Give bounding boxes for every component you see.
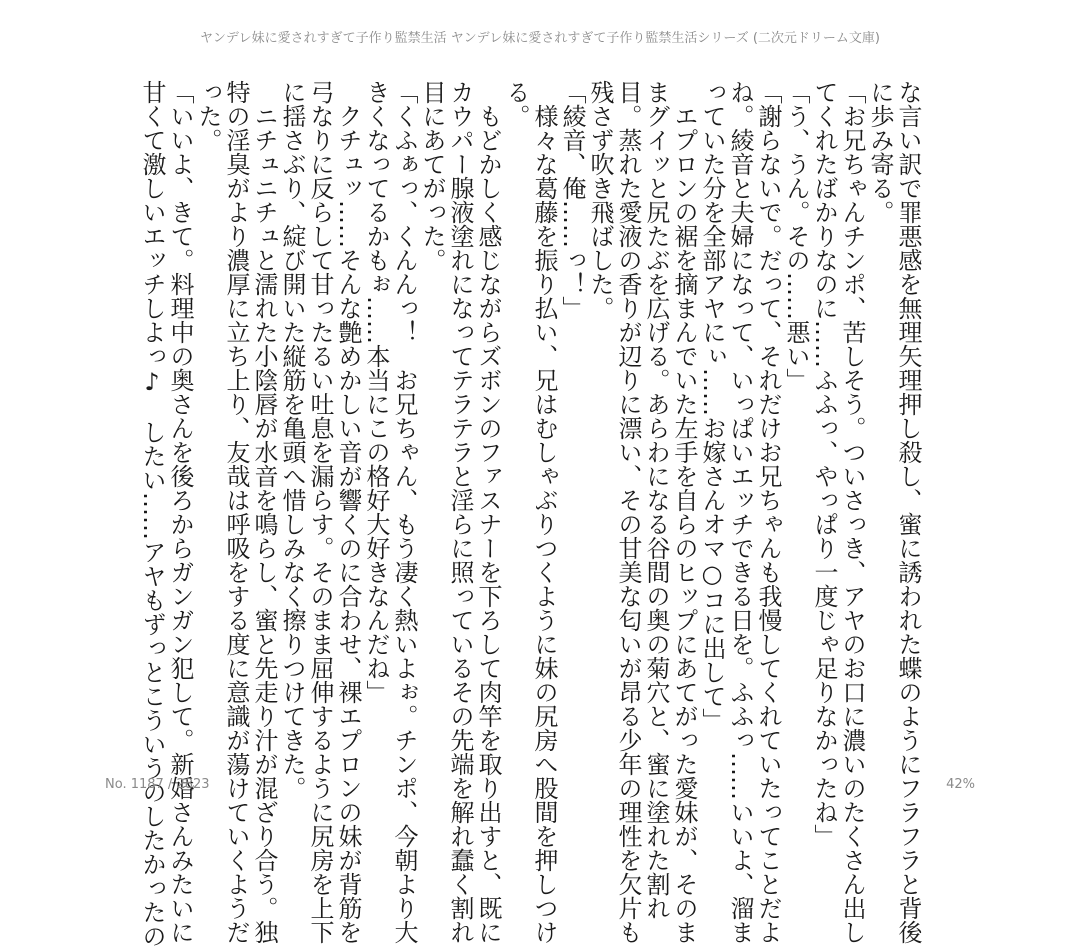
text-column: に揺さぶり、綻び開いた縦筋を亀頭へ惜しみなく擦りつけてきた。 xyxy=(278,80,306,800)
text-column: っていた分を全部アヤにぃ……お嫁さんオマ○コに出して」 xyxy=(698,80,726,732)
text-column: てくれたばかりなのに……ふふっ、やっぱり一度じゃ足りなかったね」 xyxy=(810,80,838,848)
text-column: ニチュニチュと濡れた小陰唇が水音を鳴らし、蜜と先走り汁が混ざり合う。独 xyxy=(250,80,278,944)
reading-progress-percent: 42% xyxy=(946,777,975,792)
text-column: 「くふぁっ、くんんっ！ お兄ちゃん、もう凄く熱いよぉ。チンポ、今朝より大 xyxy=(390,80,418,944)
text-column: 残さず吹き飛ばした。 xyxy=(586,80,614,320)
text-column: エプロンの裾を摘まんでいた左手を自らのヒップにあてがった愛妹が、そのま xyxy=(670,80,698,944)
location-indicator: No. 1187 / 2823 xyxy=(105,777,210,792)
text-column: カウパー腺液塗れになってテラテラと淫らに照っているその先端を解れ蠢く割れ xyxy=(446,80,474,944)
text-column: まグイッと尻たぶを広げる。あらわになる谷間の奥の菊穴と、蜜に塗れた割れ xyxy=(642,80,670,920)
text-column: 様々な葛藤を振り払い、兄はむしゃぶりつくように妹の尻房へ股間を押しつけ xyxy=(530,80,558,944)
text-column: った。 xyxy=(194,80,222,152)
text-column: 甘くて激しいエッチしよっ♪ したい……アヤもずっとこういうのしたかったの xyxy=(138,80,166,948)
text-column: 弓なりに反らして甘ったるい吐息を漏らす。そのまま屈伸するように尻房を上下 xyxy=(306,80,334,944)
text-column: 「綾音、俺……っ！」 xyxy=(558,80,586,320)
text-column: る。 xyxy=(502,80,530,128)
text-column: 特の淫臭がより濃厚に立ち上り、友哉は呼吸をする度に意識が蕩けていくようだ xyxy=(222,80,250,944)
text-column: 「う、うん。その……悪い」 xyxy=(782,80,810,392)
text-column: に歩み寄る。 xyxy=(866,80,894,224)
text-column: ね。綾音と夫婦になって、いっぱいエッチできる日を。ふふっ……いいよ、溜ま xyxy=(726,80,754,944)
text-column: 目にあてがった。 xyxy=(418,80,446,272)
text-column: 「お兄ちゃんチンポ、苦しそう。ついさっき、アヤのお口に濃いのたくさん出し xyxy=(838,80,866,944)
text-column: きくなってるかもぉ……本当にこの格好大好きなんだね」 xyxy=(362,80,390,704)
text-column: 目。蒸れた愛液の香りが辺りに漂い、その甘美な匂いが昂る少年の理性を欠片も xyxy=(614,80,642,944)
text-column: な言い訳で罪悪感を無理矢理押し殺し、蜜に誘われた蝶のようにフラフラと背後 xyxy=(894,80,922,944)
book-title-header: ヤンデレ妹に愛されすぎて子作り監禁生活 ヤンデレ妹に愛されすぎて子作り監禁生活シリーズ (二次元ドリーム文庫) xyxy=(200,31,880,46)
text-column: もどかしく感じながらズボンのファスナーを下ろして肉竿を取り出すと、既に xyxy=(474,80,502,944)
text-column: クチュッ……そんな艶めかしい音が響くのに合わせ、裸エプロンの妹が背筋を xyxy=(334,80,362,944)
text-column: 「謝らないで。だって、それだけお兄ちゃんも我慢してくれていたってことだよ xyxy=(754,80,782,944)
text-column: 「いいよ、きて。料理中の奥さんを後ろからガンガン犯して。新婚さんみたいに xyxy=(166,80,194,944)
